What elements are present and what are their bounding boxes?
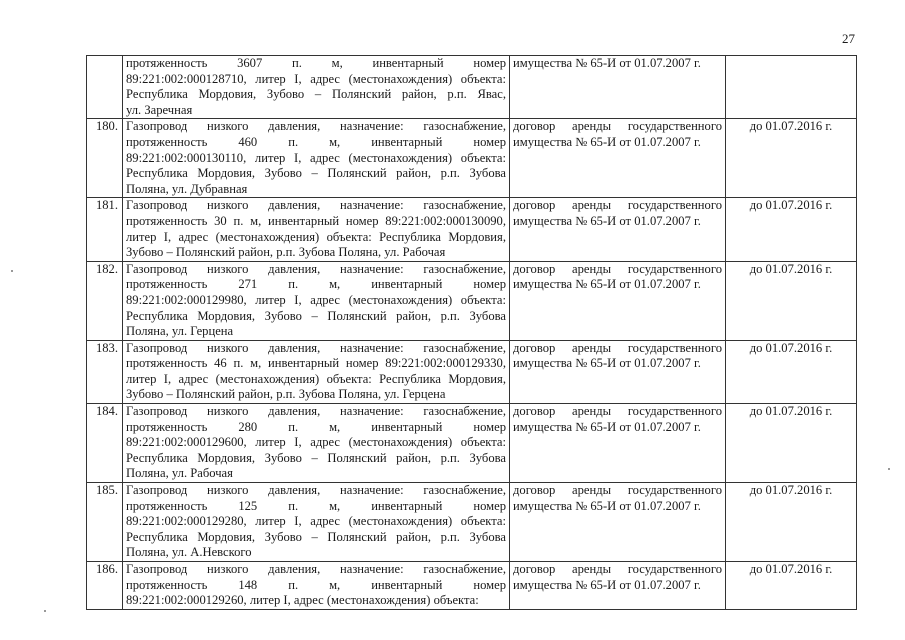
- description-line: литер I, адрес (местонахождения) объекта: Республика Мордовия,: [126, 229, 506, 244]
- description-line: протяженность 125 п. м, инвентарный номер: [126, 498, 506, 513]
- basis-line: договор аренды государственного: [513, 483, 722, 498]
- description-line: Поляна, ул. Герцена: [126, 324, 234, 339]
- row-number-cell: 180.: [87, 119, 123, 198]
- description-line: Поляна, ул. Рабочая: [126, 466, 233, 481]
- description-line: Республика Мордовия, Зубово – Полянский район, р.п. Зубова: [126, 450, 506, 465]
- basis-line: имущества № 65-И от 01.07.2007 г.: [513, 56, 701, 70]
- description-line: 89:221:002:000129280, литер I, адрес (местонахождения) объекта:: [126, 514, 506, 529]
- object-description-cell: [123, 562, 510, 610]
- description-line: протяженность 30 п. м, инвентарный номер 89:221:002:000130090,: [126, 213, 506, 228]
- object-description-cell: [123, 404, 510, 483]
- basis-line: имущества № 65-И от 01.07.2007 г.: [513, 577, 701, 592]
- object-description-cell: [123, 198, 510, 261]
- term-cell: до 01.07.2016 г.: [726, 261, 857, 340]
- description-line: Поляна, ул. А.Невского: [126, 545, 252, 560]
- description-line: Газопровод низкого давления, назначение: газоснабжение,: [126, 340, 506, 355]
- table-row: [87, 198, 857, 261]
- description-line: 89:221:002:000130110, литер I, адрес (местонахождения) объекта:: [126, 150, 506, 165]
- description-line: протяженность 148 п. м, инвентарный номер: [126, 577, 506, 592]
- table-row: [87, 404, 857, 483]
- legal-basis-cell: [510, 56, 726, 119]
- row-number-cell: 186.: [87, 562, 123, 610]
- legal-basis-cell: [510, 562, 726, 610]
- basis-line: имущества № 65-И от 01.07.2007 г.: [513, 134, 701, 149]
- description-line: 89:221:002:000129980, литер I, адрес (местонахождения) объекта:: [126, 292, 506, 307]
- table-body: [87, 56, 857, 610]
- object-description-cell: [123, 340, 510, 403]
- term-cell: до 01.07.2016 г.: [726, 404, 857, 483]
- term-cell: до 01.07.2016 г.: [726, 483, 857, 562]
- description-line: Республика Мордовия, Зубово – Полянский район, р.п. Зубова: [126, 166, 506, 181]
- description-line: Республика Мордовия, Зубово – Полянский район, р.п. Зубова: [126, 308, 506, 323]
- basis-line: договор аренды государственного: [513, 119, 722, 134]
- description-line: протяженность 280 п. м, инвентарный номер: [126, 419, 506, 434]
- basis-line: имущества № 65-И от 01.07.2007 г.: [513, 356, 701, 371]
- description-line: Газопровод низкого давления, назначение: газоснабжение,: [126, 119, 506, 134]
- legal-basis-cell: [510, 483, 726, 562]
- basis-line: договор аренды государственного: [513, 198, 722, 213]
- basis-line: договор аренды государственного: [513, 340, 722, 355]
- description-line: литер I, адрес (местонахождения) объекта: Республика Мордовия,: [126, 371, 506, 386]
- description-line: 89:221:002:000129260, литер I, адрес (местонахождения) объекта:: [126, 593, 479, 608]
- object-description-cell: [123, 261, 510, 340]
- term-cell: до 01.07.2016 г.: [726, 340, 857, 403]
- row-number-cell: 182.: [87, 261, 123, 340]
- table-row: [87, 483, 857, 562]
- row-number-cell: 185.: [87, 483, 123, 562]
- legal-basis-cell: [510, 340, 726, 403]
- term-cell: [726, 56, 857, 119]
- basis-line: имущества № 65-И от 01.07.2007 г.: [513, 419, 701, 434]
- description-line: Республика Мордовия, Зубово – Полянский район, р.п. Зубова: [126, 529, 506, 544]
- scan-speck: [11, 270, 13, 272]
- basis-line: договор аренды государственного: [513, 261, 722, 276]
- description-line: Газопровод низкого давления, назначение: газоснабжение,: [126, 483, 506, 498]
- description-line: Поляна, ул. Дубравная: [126, 181, 248, 196]
- table-row: [87, 340, 857, 403]
- description-line: ул. Заречная: [126, 102, 193, 117]
- table-row: [87, 119, 857, 198]
- scan-speck: [888, 468, 890, 470]
- description-line: 89:221:002:000129600, литер I, адрес (местонахождения) объекта:: [126, 435, 506, 450]
- basis-line: договор аренды государственного: [513, 404, 722, 419]
- description-line: Зубово – Полянский район, р.п. Зубова Поляна, ул. Герцена: [126, 387, 446, 402]
- table-row: [87, 562, 857, 610]
- basis-line: имущества № 65-И от 01.07.2007 г.: [513, 277, 701, 292]
- term-cell: до 01.07.2016 г.: [726, 198, 857, 261]
- description-line: Газопровод низкого давления, назначение: газоснабжение,: [126, 404, 506, 419]
- legal-basis-cell: [510, 198, 726, 261]
- basis-line: имущества № 65-И от 01.07.2007 г.: [513, 213, 701, 228]
- table-row: [87, 261, 857, 340]
- term-cell: до 01.07.2016 г.: [726, 119, 857, 198]
- page-number: 27: [842, 31, 855, 46]
- description-line: протяженность 3607 п. м, инвентарный номер: [126, 56, 506, 70]
- description-line: Республика Мордовия, Зубово – Полянский район, р.п. Явас,: [126, 87, 506, 102]
- row-number-cell: [87, 56, 123, 119]
- description-line: 89:221:002:000128710, литер I, адрес (местонахождения) объекта:: [126, 71, 506, 86]
- legal-basis-cell: [510, 261, 726, 340]
- object-description-cell: [123, 56, 510, 119]
- row-number-cell: 181.: [87, 198, 123, 261]
- legal-basis-cell: [510, 119, 726, 198]
- description-line: Газопровод низкого давления, назначение: газоснабжение,: [126, 562, 506, 576]
- basis-line: договор аренды государственного: [513, 562, 722, 576]
- description-line: Газопровод низкого давления, назначение: газоснабжение,: [126, 198, 506, 213]
- scan-speck: [44, 610, 46, 612]
- object-description-cell: [123, 483, 510, 562]
- table-row: [87, 56, 857, 119]
- property-table: [86, 55, 857, 610]
- description-line: Газопровод низкого давления, назначение: газоснабжение,: [126, 261, 506, 276]
- term-cell: до 01.07.2016 г.: [726, 562, 857, 610]
- description-line: протяженность 271 п. м, инвентарный номер: [126, 277, 506, 292]
- object-description-cell: [123, 119, 510, 198]
- row-number-cell: 184.: [87, 404, 123, 483]
- legal-basis-cell: [510, 404, 726, 483]
- description-line: протяженность 460 п. м, инвентарный номер: [126, 134, 506, 149]
- basis-line: имущества № 65-И от 01.07.2007 г.: [513, 498, 701, 513]
- description-line: протяженность 46 п. м, инвентарный номер 89:221:002:000129330,: [126, 356, 506, 371]
- row-number-cell: 183.: [87, 340, 123, 403]
- description-line: Зубово – Полянский район, р.п. Зубова Поляна, ул. Рабочая: [126, 245, 446, 260]
